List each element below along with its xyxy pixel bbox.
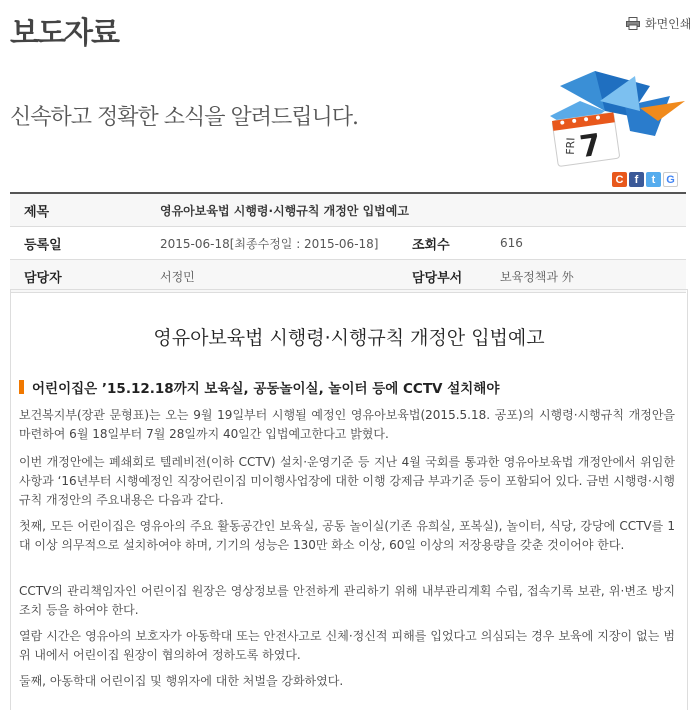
google-share-icon[interactable]: G: [663, 172, 678, 187]
date-label: 등록일: [24, 237, 62, 253]
cyworld-share-icon[interactable]: C: [612, 172, 627, 187]
orange-bullet-icon: [19, 380, 24, 394]
print-button[interactable]: [626, 15, 691, 32]
paragraph: 열람 시간은 영유아의 보호자가 아동학대 또는 안전사고로 신체·정신적 피해를 입었다고 의심되는 경우 보육에 지장이 없는 범위 내에서 어린이집 원장이 협의하여 정하도록 하였다.: [19, 629, 675, 662]
author-value: 서정민: [160, 269, 195, 284]
author-label: 담당자: [24, 270, 62, 286]
paragraph: 이번 개정안에는 폐쇄회로 텔레비전(이하 CCTV) 설치·운영기준 등 지난 4월 국회를 통과한 영유아보육법 개정안에서 위임한 사항과 ‘16년부터 시행예정인 직장어린이집 미이행사업장에 대한 이행 강제금 부과기준 등이 포함되어 있다. 금번 시행령·시행규칙 개정안의 주요내용은 다음과 같다.: [19, 455, 675, 507]
calendar-date: 7: [577, 127, 604, 166]
info-row-subject: [10, 194, 686, 227]
subject-label: 제목: [24, 204, 50, 220]
share-icons: [612, 172, 678, 187]
views-value: 616: [500, 236, 523, 250]
views-label: 조회수: [412, 237, 450, 253]
dept-label: 담당부서: [412, 270, 463, 286]
twitter-share-icon[interactable]: t: [646, 172, 661, 187]
article-body: [10, 289, 688, 710]
paragraph: CCTV의 관리책임자인 어린이집 원장은 영상정보를 안전하게 관리하기 위해 내부관리계획 수립, 접속기록 보관, 위·변조 방지 조치 등을 하여야 한다.: [19, 584, 675, 617]
calendar-day-label: FRI: [563, 137, 578, 156]
tagline: 신속하고 정확한 소식을 알려드립니다.: [10, 105, 359, 130]
page-title: 보도자료: [10, 16, 118, 51]
paragraph: 둘째, 아동학대 어린이집 및 행위자에 대한 처벌을 강화하였다.: [19, 674, 344, 688]
paragraph: 첫째, 모든 어린이집은 영유아의 주요 활동공간인 보육실, 공동 놀이실(기존 유희실, 포복실), 놀이터, 식당, 강당에 CCTV를 1대 이상 의무적으로 설치하여야 하며, 기기의 성능은 130만 화소 이상, 60일 이상의 저장용량을 갖춘 것이어야 한다.: [19, 519, 675, 552]
print-label: 화면인쇄: [645, 17, 692, 31]
info-table: [10, 192, 686, 293]
article-title: 영유아보육법 시행령·시행규칙 개정안 입법예고: [153, 327, 545, 349]
date-value: 2015-06-18[최종수정일 : 2015-06-18]: [160, 236, 379, 251]
facebook-share-icon[interactable]: f: [629, 172, 644, 187]
info-row-date: [10, 227, 686, 260]
article-subhead: [19, 377, 499, 397]
dept-value: 보육정책과 外: [500, 269, 574, 284]
calendar-illustration: [540, 66, 690, 176]
paragraph: 보건복지부(장관 문형표)는 오는 9월 19일부터 시행될 예정인 영유아보육법(2015.5.18. 공포)의 시행령·시행규칙 개정안을 마련하여 6월 18일부터 7월 28일까지 40일간 입법예고한다고 밝혔다.: [19, 408, 675, 441]
subject-value: 영유아보육법 시행령·시행규칙 개정안 입법예고: [160, 203, 409, 218]
printer-icon: [626, 17, 640, 30]
subhead-text: 어린이집은 ’15.12.18까지 보육실, 공동놀이실, 놀이터 등에 CCTV 설치해야: [32, 381, 500, 397]
